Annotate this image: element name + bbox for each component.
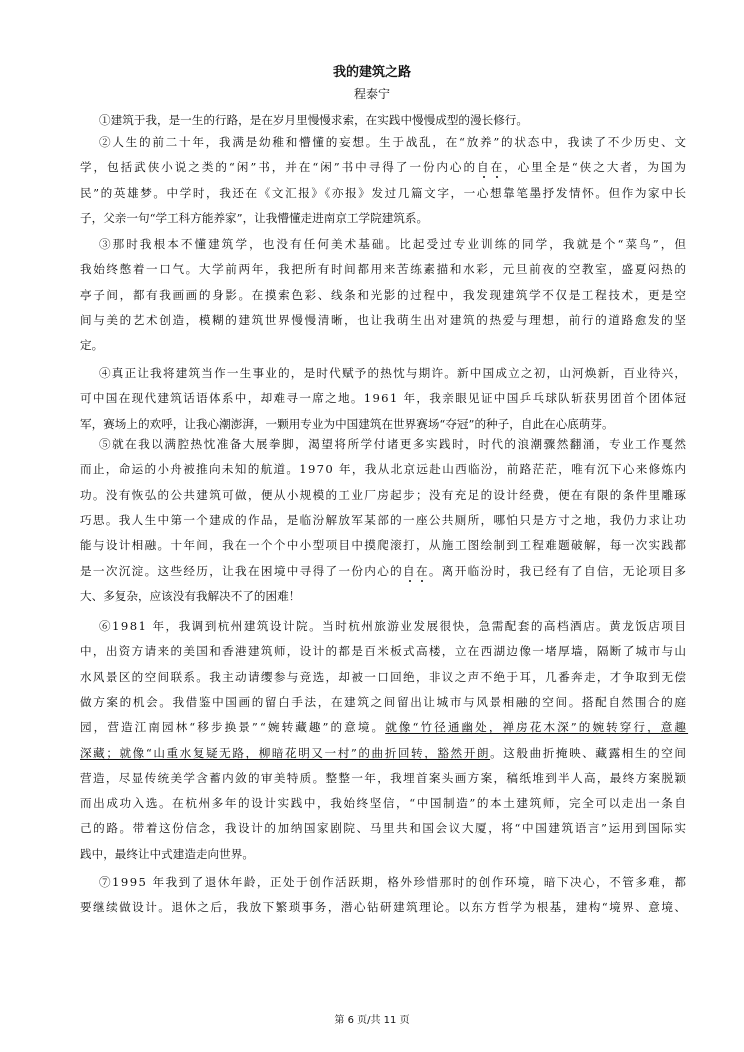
body-line: 中，出资方请来的美国和香港建筑师，设计的都是百米板式高楼，立在西湖边像一堵厚墙，隔断了城市与山 [80, 644, 688, 659]
body-line: 是一次沉淀。这些经历，让我在困境中寻得了一份内心的自在。离开临汾时，我已经有了自信，无论项目多 [80, 563, 688, 578]
body-line: 深藏；就像“山重水复疑无路，柳暗花明又一村”的曲折回转，豁然开朗。这般曲折掩映、藏露相生的空间 [80, 745, 688, 760]
body-line: ⑦1995 年我到了退休年龄，正处于创作活跃期，格外珍惜那时的创作环境，暗下决心，不管多难，都 [99, 875, 688, 889]
article-title: 我的建筑之路 [332, 65, 411, 80]
body-line: 园，营造江南园林“移步换景”“婉转藏趣”的意境。就像“竹径通幽处，禅房花木深”的婉转穿行，意趣 [80, 720, 689, 735]
body-line: 民”的英雄梦。中学时，我还在《文汇报》《亦报》发过几篇文字，一心想靠笔墨抒发情怀。但作为家中长 [80, 185, 688, 200]
body-line: ③那时我根本不懂建筑学，也没有任何美术基础。比起受过专业训练的同学，我就是个“菜鸟”，但 [99, 237, 689, 251]
body-line: 而止，命运的小舟被推向未知的航道。1970 年，我从北京远赴山西临汾，前路茫茫，唯有沉下心来修炼内 [80, 462, 688, 477]
body-line: 要继续做设计。退休之后，我放下繁琐事务，潜心钻研建筑理论。以东方哲学为根基，建构“境界、意境、 [80, 900, 688, 915]
body-line: 能与设计相融。十年间，我在一个个中小型项目中摸爬滚打，从施工图绘制到工程难题破解，每一次实践都 [80, 538, 688, 553]
body-line: 定。 [80, 338, 104, 353]
body-line: 而出成功入选。在杭州多年的设计实践中，我始终坚信，“中国制造”的本土建筑师，完全可以走出一条自 [80, 796, 688, 811]
body-line: 可中国在现代建筑话语体系中，却难寻一席之地。1961 年，我亲眼见证中国乒乓球队斩获男团首个团体冠 [80, 391, 688, 406]
body-line: 大、多复杂，应该没有我解决不了的困难！ [80, 588, 301, 603]
body-line: 功。没有恢弘的公共建筑可做，便从小规模的工业厂房起步；没有充足的设计经费，便在有限的条件里雕琢 [80, 487, 688, 502]
body-line: 亭子间，都有我画画的身影。在摸索色彩、线条和光影的过程中，我发现建筑学不仅是工程技术，更是空 [80, 287, 688, 302]
body-line: ②人生的前二十年，我满是幼稚和懵懂的妄想。生于战乱，在“放养”的状态中，我读了不少历史、文 [99, 135, 688, 149]
body-line: 学，包括武侠小说之类的“闲”书，并在“闲”书中寻得了一份内心的自在，心里全是“侠之大者，为国为 [80, 160, 688, 175]
article-author: 程泰宁 [353, 87, 390, 101]
body-line: 子，父亲一句“学工科方能养家”，让我懵懂走进南京工学院建筑系。 [80, 210, 429, 225]
body-line: 水风景区的空间联系。我主动请缨参与竞选，却被一口回绝，非议之声不绝于耳，几番奔走，才争取到无偿 [80, 669, 688, 684]
body-line: 践中，最终让中式建造走向世界。 [80, 846, 254, 861]
body-line: 军，赛场上的欢呼，让我心潮澎湃，一颗用专业为中国建筑在世界赛场“夺冠”的种子，自此在心底萌芽。 [80, 416, 614, 431]
body-line: ④真正让我将建筑当作一生事业的，是时代赋予的热忱与期许。新中国成立之初，山河焕新，百业待兴， [99, 366, 688, 380]
body-line: ⑤就在我以满腔热忱准备大展拳脚，渴望将所学付诸更多实践时，时代的浪潮骤然翻涌，专业工作戛然 [99, 437, 688, 451]
body-line: ①建筑于我，是一生的行路，是在岁月里慢慢求索，在实践中慢慢成型的漫长修行。 [99, 113, 528, 127]
body-line: 巧思。我人生中第一个建成的作品，是临汾解放军某部的一座公共厕所，哪怕只是方寸之地，我仍力求让功 [80, 512, 688, 527]
body-line: 营造，尽显传统美学含蓄内敛的审美特质。整整一年，我埋首案头画方案，稿纸堆到半人高，最终方案脱颖 [80, 770, 688, 785]
body-line: ⑥1981 年，我调到杭州建筑设计院。当时杭州旅游业发展很快，急需配套的高档酒店。黄龙饭店项目 [99, 619, 688, 633]
body-line: 我始终憋着一口气。大学前两年，我把所有时间都用来苦练素描和水彩，元旦前夜的空教室，盛夏闷热的 [80, 262, 688, 277]
page-footer: 第 6 页/共 11 页 [334, 1015, 410, 1026]
body-line: 己的路。带着这份信念，我设计的加纳国家剧院、马里共和国会议大厦，将“中国建筑语言”运用到国际实 [80, 821, 688, 836]
body-line: 间与美的艺术创造，模糊的建筑世界慢慢清晰，也让我萌生出对建筑的热爱与理想，前行的道路愈发的坚 [80, 312, 688, 327]
body-line: 做方案的机会。我借鉴中国画的留白手法，在建筑之间留出让城市与风景相融的空间。搭配自然围合的庭 [80, 694, 688, 709]
